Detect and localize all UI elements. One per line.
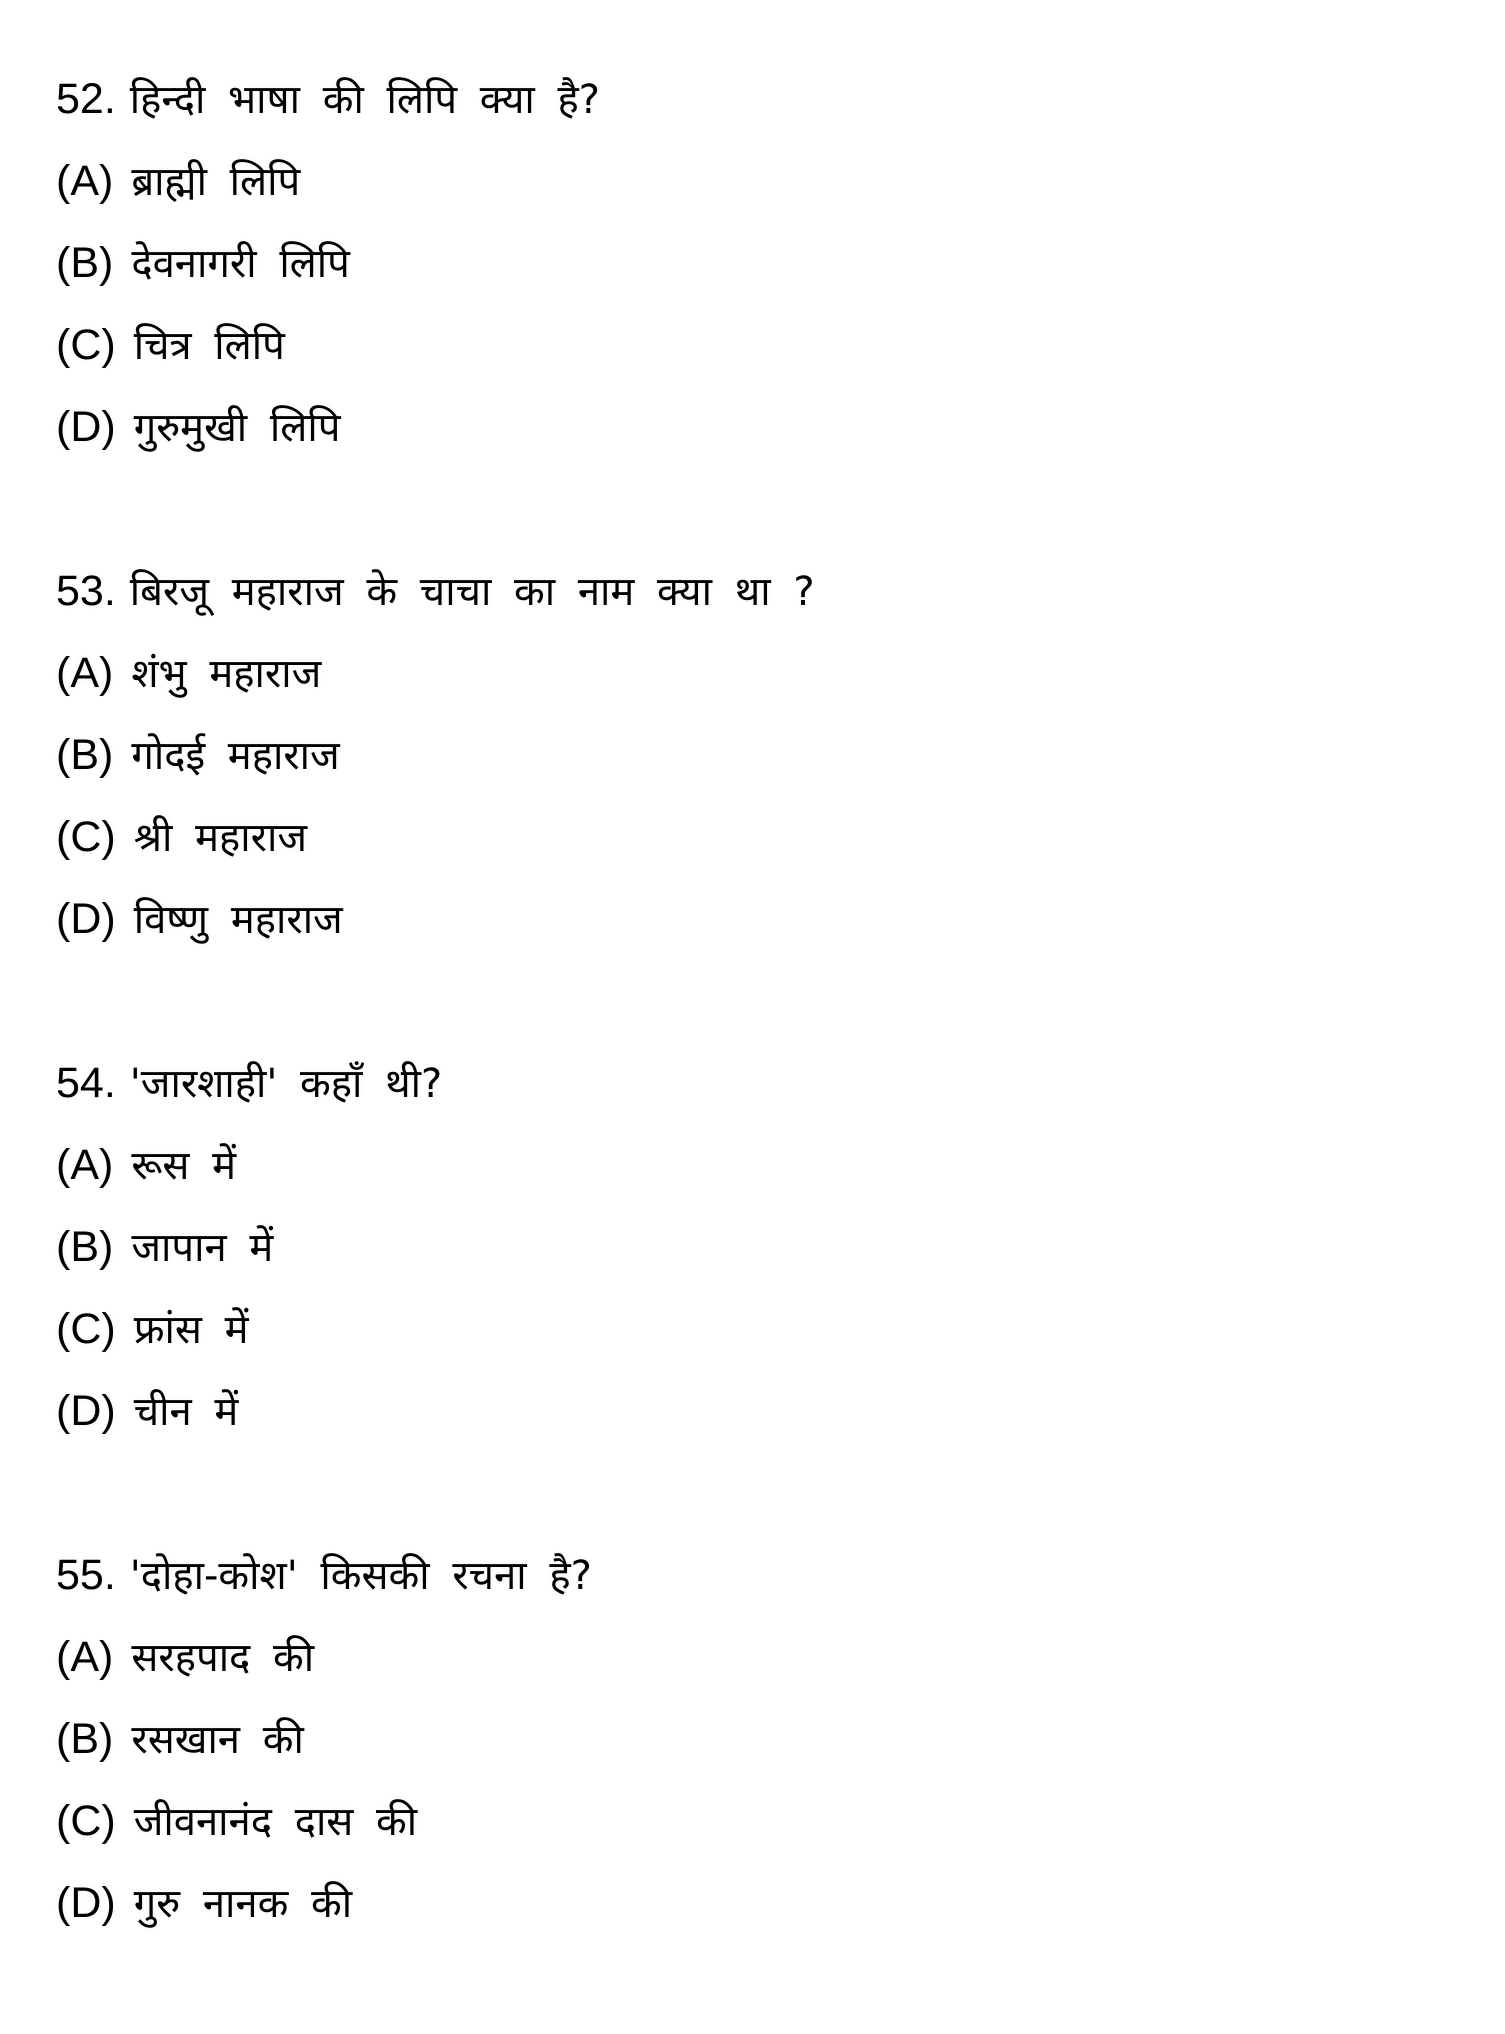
question-text-line	[56, 1534, 1505, 1616]
option-key: (A)	[56, 157, 114, 205]
option-c	[56, 304, 1505, 386]
option-text: श्री महाराज	[133, 815, 308, 861]
option-key: (B)	[56, 1715, 114, 1763]
question-55	[56, 1534, 1505, 1944]
option-text: रूस में	[131, 1143, 237, 1189]
option-key: (A)	[56, 649, 114, 697]
question-text-line	[56, 550, 1505, 632]
option-text: गुरु नानक की	[133, 1881, 353, 1927]
option-key: (D)	[56, 403, 116, 451]
question-number: 53.	[56, 567, 116, 615]
option-text: गुरुमुखी लिपि	[133, 405, 341, 451]
question-52	[56, 58, 1505, 468]
question-53	[56, 550, 1505, 960]
option-text: फ्रांस में	[133, 1307, 249, 1353]
option-key: (A)	[56, 1141, 114, 1189]
question-number: 52.	[56, 75, 116, 123]
option-text: चित्र लिपि	[133, 323, 285, 369]
option-key: (D)	[56, 895, 116, 943]
question-text: बिरजू महाराज के चाचा का नाम क्या था ?	[129, 569, 815, 615]
option-text: जीवनानंद दास की	[133, 1799, 418, 1845]
question-number: 54.	[56, 1059, 116, 1107]
question-text-line	[56, 1042, 1505, 1124]
option-key: (D)	[56, 1879, 116, 1927]
option-text: गोदई महाराज	[131, 733, 340, 779]
question-text: 'दोहा-कोश' किसकी रचना है?	[129, 1553, 592, 1599]
option-d	[56, 1370, 1505, 1452]
option-key: (B)	[56, 1223, 114, 1271]
option-c	[56, 796, 1505, 878]
question-text-line	[56, 58, 1505, 140]
option-d	[56, 386, 1505, 468]
option-text: जापान में	[131, 1225, 274, 1271]
option-key: (C)	[56, 1305, 116, 1353]
option-key: (B)	[56, 731, 114, 779]
option-b	[56, 714, 1505, 796]
option-text: रसखान की	[131, 1717, 304, 1763]
option-text: देवनागरी लिपि	[131, 241, 350, 287]
option-b	[56, 1698, 1505, 1780]
option-a	[56, 140, 1505, 222]
option-c	[56, 1288, 1505, 1370]
option-key: (C)	[56, 813, 116, 861]
question-text: हिन्दी भाषा की लिपि क्या है?	[129, 77, 600, 123]
option-a	[56, 1124, 1505, 1206]
option-a	[56, 632, 1505, 714]
option-key: (D)	[56, 1387, 116, 1435]
option-b	[56, 222, 1505, 304]
question-page	[56, 58, 1505, 2026]
option-key: (C)	[56, 1797, 116, 1845]
option-key: (A)	[56, 1633, 114, 1681]
question-number: 55.	[56, 1551, 116, 1599]
option-b	[56, 1206, 1505, 1288]
option-d	[56, 1862, 1505, 1944]
option-key: (C)	[56, 321, 116, 369]
question-54	[56, 1042, 1505, 1452]
option-a	[56, 1616, 1505, 1698]
option-key: (B)	[56, 239, 114, 287]
option-text: ब्राह्मी लिपि	[131, 159, 301, 205]
option-c	[56, 1780, 1505, 1862]
option-text: शंभु महाराज	[131, 651, 322, 697]
option-text: विष्णु महाराज	[133, 897, 343, 943]
question-text: 'जारशाही' कहाँ थी?	[129, 1061, 443, 1107]
option-d	[56, 878, 1505, 960]
option-text: सरहपाद की	[131, 1635, 315, 1681]
option-text: चीन में	[133, 1389, 239, 1435]
